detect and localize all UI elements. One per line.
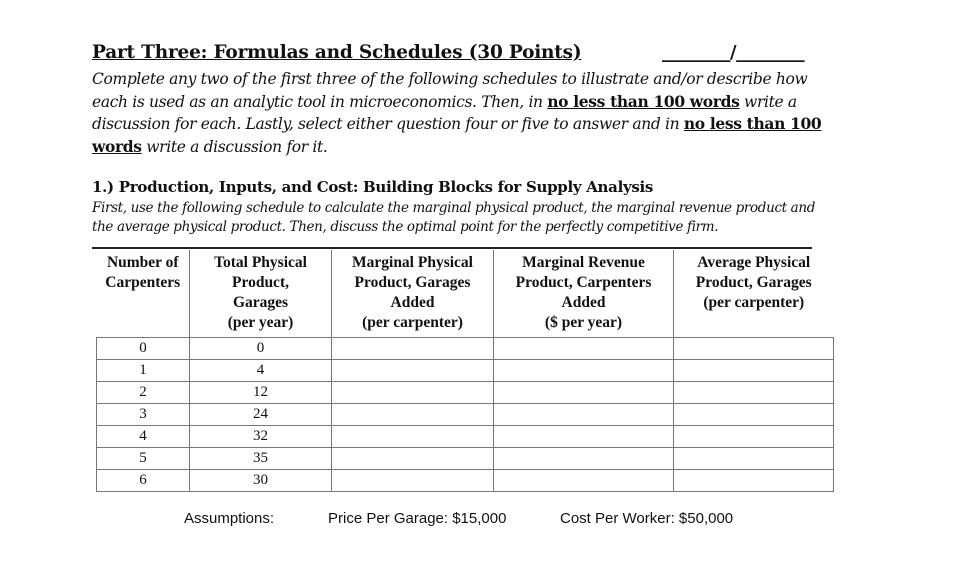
total-product-cell: 35 [190,447,332,469]
marginal-product-cell[interactable] [332,381,494,403]
table-row [97,469,834,491]
marginal-product-cell[interactable] [332,425,494,447]
header-line: Product, Carpenters [515,274,652,291]
marginal-product-cell[interactable] [332,447,494,469]
marginal-revenue-cell[interactable] [494,469,674,491]
instructions-text-3: write a discussion for it. [141,137,328,156]
header-line: (per carpenter) [703,294,805,311]
table-header-row [97,250,834,337]
part-title: Part Three: Formulas and Schedules (30 Points) [92,42,582,63]
total-product-cell: 32 [190,425,332,447]
average-product-cell[interactable] [674,337,834,359]
header-line: (per year) [227,314,294,331]
question-title: 1.) Production, Inputs, and Cost: Building Blocks for Supply Analysis [92,178,654,196]
header-line: Product, Garages [354,274,471,291]
table-row [97,425,834,447]
cost-per-worker: Cost Per Worker: $50,000 [560,510,734,527]
average-product-cell[interactable] [674,403,834,425]
header-line: Garages [232,294,289,311]
total-product-cell: 4 [190,359,332,381]
marginal-product-cell[interactable] [332,337,494,359]
marginal-revenue-cell[interactable] [494,403,674,425]
marginal-revenue-cell[interactable] [494,425,674,447]
carpenters-cell: 5 [97,447,190,469]
divider-line [92,247,812,249]
header-line: Marginal Revenue [522,254,645,271]
total-product-cell: 0 [190,337,332,359]
assumptions-label: Assumptions: [184,510,275,527]
table-row [97,359,834,381]
marginal-revenue-cell[interactable] [494,447,674,469]
carpenters-cell: 4 [97,425,190,447]
header-marginal-revenue-product [494,250,674,337]
average-product-cell[interactable] [674,381,834,403]
total-product-cell: 30 [190,469,332,491]
header-line: Marginal Physical [352,254,473,271]
word-requirement-2: no less than 100 words [92,114,822,156]
header-total-physical-product [190,250,332,337]
total-product-cell: 24 [190,403,332,425]
carpenters-cell: 2 [97,381,190,403]
marginal-product-cell[interactable] [332,359,494,381]
header-line: ($ per year) [544,314,623,331]
marginal-revenue-cell[interactable] [494,337,674,359]
average-product-cell[interactable] [674,359,834,381]
header-line: Total Physical [214,254,307,271]
instructions-text-1: Complete any two of the first three of the following schedules to illustrate and/or describe how each is used as an analytic tool in microeconomics. Then, in [92,70,808,111]
average-product-cell[interactable] [674,469,834,491]
marginal-revenue-cell[interactable] [494,381,674,403]
total-product-cell: 12 [190,381,332,403]
header-number-of-carpenters [97,250,190,337]
average-product-cell[interactable] [674,447,834,469]
header-line: Added [561,294,606,311]
header-marginal-physical-product [332,250,494,337]
table-row [97,337,834,359]
header-line: Product, Garages [695,274,812,291]
header-line: Added [390,294,435,311]
price-per-garage: Price Per Garage: $15,000 [328,510,507,527]
production-schedule-table [96,250,834,492]
question-description: First, use the following schedule to calculate the marginal physical product, the marginal revenue product and the average physical product. Then, discuss the optimal point for the perfectly competitive firm. [92,200,816,235]
header-line: Average Physical [697,254,811,271]
marginal-product-cell[interactable] [332,469,494,491]
table-row [97,403,834,425]
header-line: Number of [106,254,179,271]
marginal-revenue-cell[interactable] [494,359,674,381]
marginal-product-cell[interactable] [332,403,494,425]
table-row [97,381,834,403]
grade-blank[interactable]: ________/________ [662,42,805,63]
instructions [92,68,832,158]
average-product-cell[interactable] [674,425,834,447]
carpenters-cell: 6 [97,469,190,491]
word-requirement-1: no less than 100 words [547,91,740,111]
carpenters-cell: 0 [97,337,190,359]
carpenters-cell: 3 [97,403,190,425]
header-line: Carpenters [105,274,181,291]
header-line: (per carpenter) [362,314,463,331]
header-average-physical-product [674,250,834,337]
header-line: Product, [232,274,289,291]
instructions-text-2: write a discussion for each. Lastly, select either question four or five to answer and in [92,92,797,133]
table-row [97,447,834,469]
carpenters-cell: 1 [97,359,190,381]
